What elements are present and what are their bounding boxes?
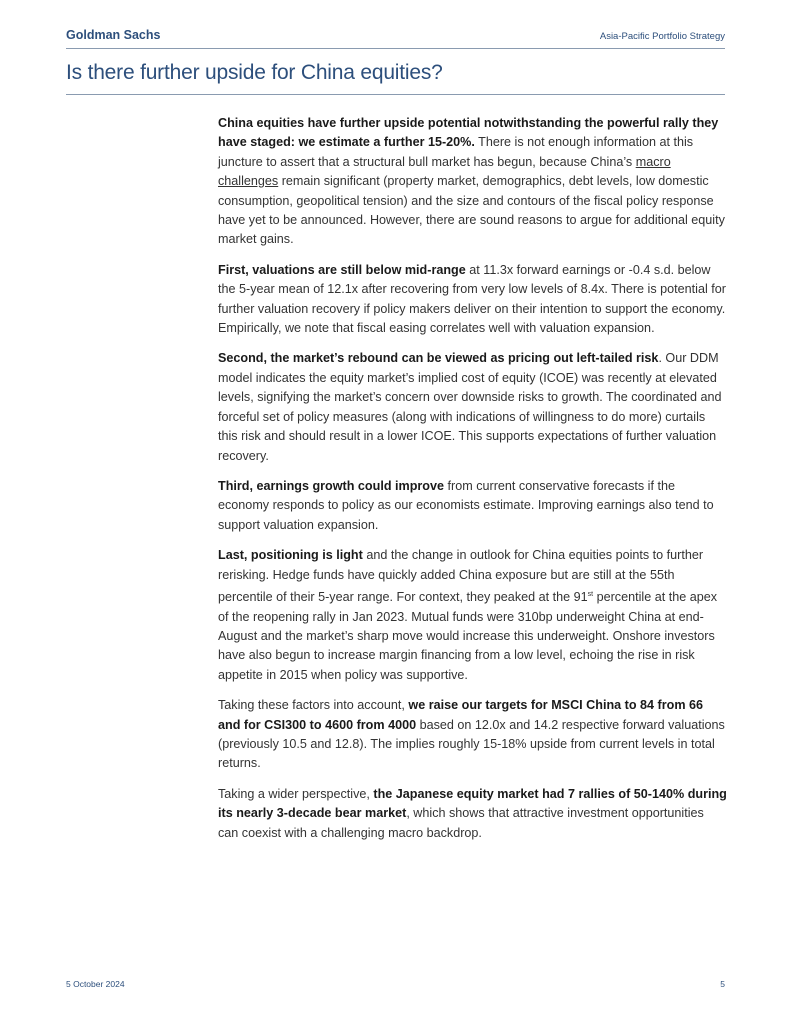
paragraph-japan-perspective (218, 785, 727, 843)
paragraph-left-tail-risk (218, 349, 727, 465)
lead-in-bold: Last, positioning is light (218, 548, 363, 563)
macro-challenges-link[interactable]: macro challenges (218, 154, 671, 189)
paragraph-text: based on 12.0x and 14.2 respective forward valuations (previously 10.5 and 12.8). The implies roughly 15-18% upside from current levels in total returns. (218, 717, 725, 771)
section-label: Asia-Pacific Portfolio Strategy (599, 31, 725, 42)
paragraph-earnings-growth (218, 477, 727, 535)
lead-in-bold: First, valuations are still below mid-range (218, 262, 466, 277)
paragraph-text: Taking a wider perspective, (218, 786, 374, 801)
paragraph-text: and the change in outlook for China equities points to further rerisking. Hedge funds have quickly added China exposure but are still at the 55th percentile of their 5-year range. For context, they peaked at the 91 (218, 548, 704, 605)
paragraph-text: There is not enough information at this juncture to assert that a structural bull market has begun, because China’s (218, 135, 694, 169)
lead-in-bold: Second, the market’s rebound can be viewed as pricing out left-tailed risk (218, 351, 659, 366)
header-divider (66, 48, 725, 49)
paragraph-valuations (218, 261, 727, 339)
paragraph-text: remain significant (property market, demographics, debt levels, low domestic consumption, geopolitical tension) and the size and contours of the fiscal policy response have yet to be announced. However, there are sound reasons to argue for additional equity market gains. (218, 174, 725, 247)
paragraph-text: . Our DDM model indicates the equity market’s implied cost of equity (ICOE) was recently at elevated levels, signifying the market’s concern over downside risks to growth. The coordinated and forceful set of policy measures (along with indications of willingness to do more) curtails this risk and should result in a lower ICOE. This supports expectations of further valuation recovery. (218, 351, 722, 463)
brand-logo-text: Goldman Sachs (66, 28, 161, 42)
paragraph-text: from current conservative forecasts if the economy responds to policy as our economists estimate. Improving earnings also tend to support valuation expansion. (218, 478, 714, 532)
lead-in-bold: China equities have further upside potential notwithstanding the powerful rally they have staged: we estimate a further 15-20%. (218, 116, 719, 150)
paragraph-targets (218, 696, 727, 774)
paragraph-upside-estimate (218, 114, 727, 250)
article-body (218, 114, 727, 854)
paragraph-text: , which shows that attractive investment opportunities can coexist with a challenging macro backdrop. (218, 806, 704, 840)
paragraph-text: at 11.3x forward earnings or -0.4 s.d. below the 5-year mean of 12.1x after recovering from very low levels of 8.4x. There is potential for further valuation recovery if policy makers deliver on their intention to support the economy. Empirically, we note that fiscal easing correlates well with valuation expansion. (218, 262, 726, 336)
paragraph-positioning (218, 546, 727, 685)
page-title: Is there further upside for China equities? (66, 61, 443, 84)
title-divider (66, 94, 725, 95)
japan-bold: the Japanese equity market had 7 rallies of 50-140% during its nearly 3-decade bear market (218, 786, 727, 821)
page-number: 5 (720, 979, 725, 989)
lead-in-bold: Third, earnings growth could improve (218, 478, 445, 493)
paragraph-text: percentile at the apex of the reopening rally in Jan 2023. Mutual funds were 310bp underweight China at end-August and the market’s sharp move would increase this underweight. Onshore investors have also begun to increase margin financing from a low level, echoing the rise in risk appetite in 2015 when policy was supportive. (218, 590, 718, 682)
ordinal-suffix: st (587, 590, 594, 598)
targets-bold: we raise our targets for MSCI China to 84 from 66 and for CSI300 to 4600 from 4000 (218, 698, 704, 732)
footer-date: 5 October 2024 (66, 979, 125, 989)
paragraph-text: Taking these factors into account, (218, 698, 409, 713)
